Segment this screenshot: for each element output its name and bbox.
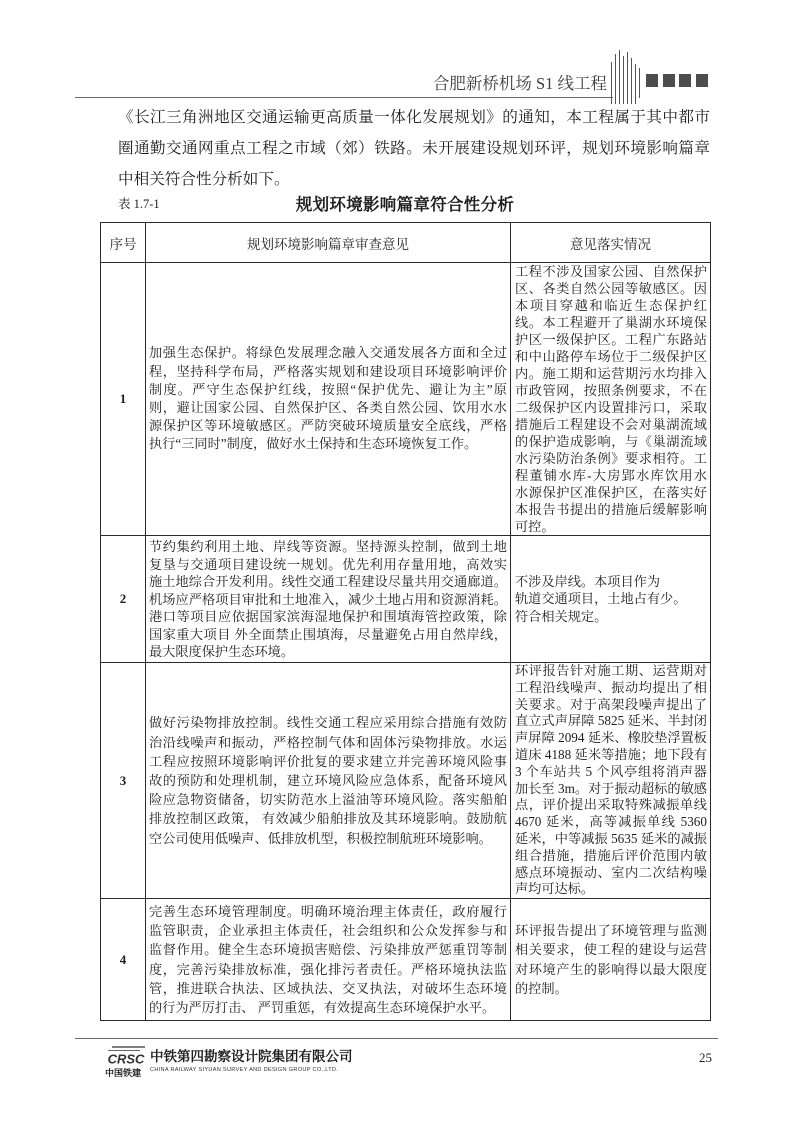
implementation-line: 可控。 — [515, 519, 555, 534]
table-header-row — [101, 223, 711, 263]
implementation-line: 延米，中等减振 5635 延米的减振 — [515, 830, 707, 846]
opinion-line: 复垦与交通项目建设统一规划。优先利用存量用地，高效实 — [149, 556, 507, 572]
implementation-line: 本报告书提出的措施后缓解影响 — [515, 502, 707, 517]
row-number-cell: 4 — [101, 899, 146, 1021]
implementation-line: 不涉及岸线。本项目作为 — [515, 573, 661, 589]
opinion-cell — [146, 536, 511, 663]
implementation-cell — [511, 263, 711, 536]
opinion-line: 节约集约利用土地、岸线等资源。坚持源头控制，做到土地 — [149, 539, 507, 554]
opinion-line: 空公司使用低噪声、低排放机型，积极控制航班环境影响。 — [149, 830, 492, 846]
company-logo — [104, 1044, 148, 1068]
intro-line: 《长江三角洲地区交通运输更高质量一体化发展规划》的通知，本工程属于其中都市 — [118, 109, 710, 126]
footer-rule — [75, 1038, 718, 1039]
opinion-line: 完善生态环境管理制度。明确环境治理主体责任，政府履行 — [149, 904, 507, 920]
implementation-line: 线。本工程避开了巢湖水环境保 — [515, 315, 707, 330]
opinion-line: 度，完善污染排放标准，强化排污者责任。严格环境执法监 — [149, 961, 507, 977]
opinion-line: 源保护区等环境敏感区。严防突破环境质量安全底线，严格 — [149, 418, 507, 434]
implementation-line: 道床 4188 延米等措施；地下段有 — [515, 746, 707, 762]
implementation-line: 和中山路停车场位于二级保护区 — [515, 349, 707, 364]
row-number-cell: 1 — [101, 263, 146, 536]
implementation-line: 相关要求，使工程的建设与运营 — [515, 942, 707, 958]
implementation-line: 点，评价提出采取特殊减振单线 — [515, 797, 707, 813]
opinion-line: 制度。严守生态保护红线，按照“保护优先、避让为主”原 — [149, 381, 507, 397]
implementation-line: 护区一级保护区。工程广东路站 — [515, 332, 707, 347]
column-header-number: 序号 — [101, 223, 146, 263]
opinion-line: 则，避让国家公园、自然保护区、各类自然公园、饮用水水 — [149, 400, 507, 415]
header-square — [663, 74, 675, 87]
logo-caption: 中国铁建 — [105, 1069, 142, 1079]
opinion-line: 监督作用。健全生态环境损害赔偿、污染排放严惩重罚等制 — [149, 942, 507, 958]
table-number: 表 1.7-1 — [118, 197, 160, 211]
company-name-en: CHINA RAILWAY SIYUAN SURVEY AND DESIGN GROUP CO.,LTD. — [150, 1067, 339, 1073]
intro-line: 圈通勤交通网重点工程之市域（郊）铁路。未开展建设规划环评，规划环境影响篇章 — [118, 140, 710, 157]
opinion-line: 做好污染物排放控制。线性交通工程应采用综合措施有效防 — [149, 715, 507, 731]
implementation-line: 3 个车站共 5 个风亭组将消声器 — [515, 763, 707, 779]
column-header-implementation: 意见落实情况 — [511, 223, 711, 263]
implementation-line: 环评报告针对施工期、运营期对 — [515, 663, 707, 678]
opinion-line: 国家重大项目 外全面禁止围填海，尽量避免占用自然岸线， — [149, 626, 507, 642]
opinion-cell — [146, 263, 511, 536]
implementation-line: 工程不涉及国家公园、自然保护 — [515, 264, 707, 279]
implementation-line: 直立式声屏障 5825 延米、半封闭 — [515, 713, 707, 729]
implementation-line: 水污染防治条例》要求相符。工 — [515, 451, 707, 466]
implementation-line: 市政管网，按照条例要求，不在 — [515, 383, 707, 398]
implementation-line: 工程沿线噪声、振动均提出了相 — [515, 679, 707, 695]
intro-line: 中相关符合性分析如下。 — [118, 171, 290, 188]
header-square — [679, 74, 691, 87]
implementation-line: 程董铺水库-大房郢水库饮用水 — [515, 468, 707, 483]
opinion-line: 监管职责，企业承担主体责任，社会组织和公众发挥参与和 — [149, 923, 507, 939]
header-rule — [75, 97, 613, 98]
header-squares-decoration — [646, 74, 708, 87]
table-row — [101, 263, 711, 536]
implementation-cell — [511, 663, 711, 899]
implementation-cell — [511, 899, 711, 1021]
implementation-line: 水源保护区准保护区，在落实好 — [515, 485, 707, 500]
opinion-line: 港口等项目应依据国家滨海湿地保护和围填海管控政策，除 — [149, 609, 507, 624]
opinion-line: 治沿线噪声和振动，严格控制气体和固体污染物排放。水运 — [149, 734, 507, 750]
implementation-line: 轨道交通项目，土地占有少。 — [515, 591, 687, 607]
implementation-line: 符合相关规定。 — [515, 608, 608, 624]
column-header-opinion: 规划环境影响篇章审查意见 — [146, 223, 511, 263]
opinion-line: 执行“三同时”制度，做好水土保持和生态环境恢复工作。 — [149, 436, 478, 452]
opinion-cell — [146, 899, 511, 1021]
implementation-line: 组合措施，措施后评价范围内敏 — [515, 847, 707, 863]
implementation-line: 区、各类自然公园等敏感区。因 — [515, 281, 707, 296]
implementation-line: 二级保护区内设置排污口，采取 — [515, 400, 707, 415]
opinion-line: 工程应按照环境影响评价批复的要求建立并完善环境风险事 — [149, 753, 507, 769]
table-row — [101, 899, 711, 1021]
opinion-line: 排放控制区政策， 有效减少船舶排放及其环境影响。鼓励航 — [149, 811, 507, 827]
implementation-line: 措施后工程建设不会对巢湖流域 — [515, 417, 707, 432]
implementation-line: 4670 延米，高等减振单线 5360 — [515, 814, 707, 830]
opinion-line: 机场应严格项目审批和土地准入，减少土地占用和资源消耗。 — [149, 591, 507, 607]
header-square — [646, 74, 658, 87]
implementation-line: 对环境产生的影响得以最大限度 — [515, 961, 707, 977]
table-row — [101, 536, 711, 663]
opinion-line: 最大限度保护生态环境。 — [149, 644, 295, 659]
header-square — [696, 74, 708, 87]
page-header-title: 合肥新桥机场 S1 线工程 — [432, 74, 607, 93]
implementation-line: 本项目穿越和临近生态保护红 — [515, 298, 707, 313]
row-number-cell: 3 — [101, 663, 146, 899]
implementation-line: 的保护造成影响，与《巢湖流域 — [515, 434, 707, 449]
implementation-line: 环评报告提出了环境管理与监测 — [515, 922, 707, 938]
implementation-line: 声均可达标。 — [515, 881, 595, 897]
intro-paragraph — [118, 102, 710, 195]
opinion-line: 险应急物资储备，切实防范水上溢油等环境风险。落实船舶 — [149, 792, 507, 808]
implementation-line: 内。施工期和运营期污水均排入 — [515, 366, 707, 381]
header-stripes-decoration — [608, 48, 644, 106]
implementation-line: 声屏障 2094 延米、橡胶垫浮置板 — [515, 730, 707, 746]
opinion-line: 的行为严厉打击、 严罚重惩，有效提高生态环境保护水平。 — [149, 1000, 496, 1016]
opinion-line: 管，推进联合执法、区域执法、交叉执法，对破坏生态环境 — [149, 980, 507, 996]
table-row — [101, 663, 711, 899]
opinion-line: 程，坚持科学布局，严格落实规划和建设项目环境影响评价 — [149, 363, 507, 379]
compliance-table — [100, 222, 711, 1021]
implementation-line: 感点环境振动、室内二次结构噪 — [515, 864, 707, 880]
opinion-cell — [146, 663, 511, 899]
implementation-line: 的控制。 — [515, 981, 568, 997]
logo-lettering: CRSC — [107, 1051, 145, 1067]
opinion-line: 施土地综合开发利用。线性交通工程建设尽量共用交通廊道。 — [149, 574, 507, 589]
opinion-line: 故的预防和处理机制，建立环境风险应急体系，配备环境风 — [149, 772, 507, 788]
implementation-line: 加长至 3m。对于振动超标的敏感 — [515, 780, 707, 796]
company-name-cn: 中铁第四勘察设计院集团有限公司 — [150, 1049, 353, 1065]
opinion-line: 加强生态保护。将绿色发展理念融入交通发展各方面和全过 — [149, 345, 507, 361]
row-number-cell: 2 — [101, 536, 146, 663]
page-number: 25 — [699, 1050, 712, 1065]
implementation-cell — [511, 536, 711, 663]
table-title: 规划环境影响篇章符合性分析 — [295, 195, 515, 214]
implementation-line: 关要求。对于高架段噪声提出了 — [515, 696, 707, 712]
